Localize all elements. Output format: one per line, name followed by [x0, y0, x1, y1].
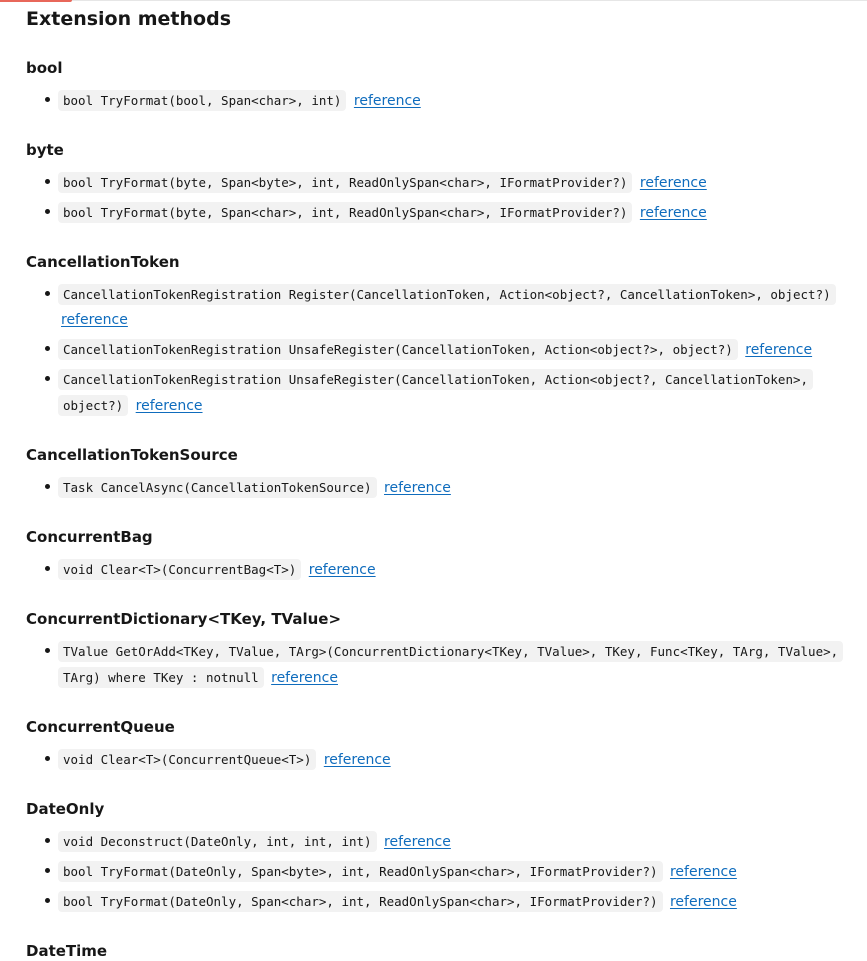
section-bool [26, 58, 856, 114]
method-list [26, 829, 856, 915]
main-content [26, 6, 856, 961]
section-title: ConcurrentBag [26, 528, 153, 546]
method-item [46, 170, 856, 196]
reference-link[interactable]: reference [61, 312, 128, 328]
section-title: DateOnly [26, 800, 105, 818]
section-cancellationtoken [26, 252, 856, 419]
section-title: CancellationTokenSource [26, 446, 238, 464]
section-title: DateTime [26, 942, 108, 960]
section-title: bool [26, 59, 63, 77]
method-list [26, 282, 856, 419]
method-list [26, 475, 856, 501]
reference-link[interactable]: reference [135, 398, 203, 414]
method-signature: CancellationTokenRegistration UnsafeRegister(CancellationToken, Action<object?, CancellationToken>, object?) [58, 369, 813, 416]
reference-link[interactable]: reference [669, 894, 737, 910]
method-item [46, 859, 856, 885]
reference-link[interactable]: reference [353, 93, 421, 109]
reference-link[interactable]: reference [639, 205, 707, 221]
section-title: CancellationToken [26, 253, 180, 271]
reference-link[interactable]: reference [308, 562, 376, 578]
top-divider [0, 0, 867, 1]
method-item [46, 200, 856, 226]
method-list [26, 639, 856, 691]
method-item [46, 639, 856, 691]
method-signature: bool TryFormat(bool, Span<char>, int) [58, 90, 346, 111]
method-item [46, 282, 856, 333]
method-list [26, 747, 856, 773]
method-item [46, 829, 856, 855]
method-list [26, 557, 856, 583]
method-item [46, 747, 856, 773]
section-cancellationtokensource [26, 445, 856, 501]
method-signature: bool TryFormat(byte, Span<byte>, int, ReadOnlySpan<char>, IFormatProvider?) [58, 172, 632, 193]
method-item [46, 475, 856, 501]
method-signature: bool TryFormat(DateOnly, Span<byte>, int, ReadOnlySpan<char>, IFormatProvider?) [58, 861, 663, 882]
method-list [26, 88, 856, 114]
section-byte [26, 140, 856, 226]
method-item [46, 557, 856, 583]
method-signature: void Clear<T>(ConcurrentBag<T>) [58, 559, 301, 580]
method-item [46, 337, 856, 363]
section-title: byte [26, 141, 64, 159]
reference-link[interactable]: reference [669, 864, 737, 880]
method-signature: bool TryFormat(byte, Span<char>, int, ReadOnlySpan<char>, IFormatProvider?) [58, 202, 632, 223]
method-item [46, 889, 856, 915]
page-heading: Extension methods [26, 8, 232, 30]
method-signature: CancellationTokenRegistration UnsafeRegister(CancellationToken, Action<object?>, object?) [58, 339, 738, 360]
section-title: ConcurrentQueue [26, 718, 175, 736]
section-concurrentbag [26, 527, 856, 583]
section-datetime [26, 941, 856, 961]
reference-link[interactable]: reference [384, 480, 451, 496]
method-signature: void Clear<T>(ConcurrentQueue<T>) [58, 749, 316, 770]
section-concurrentqueue [26, 717, 856, 773]
method-item [46, 88, 856, 114]
method-list [26, 170, 856, 226]
method-signature: TValue GetOrAdd<TKey, TValue, TArg>(ConcurrentDictionary<TKey, TValue>, TKey, Func<TKey, TArg, TValue>, TArg) where TKey : notnull [58, 641, 843, 688]
section-concurrentdictionary [26, 609, 856, 691]
reference-link[interactable]: reference [384, 834, 451, 850]
section-dateonly [26, 799, 856, 915]
section-title: ConcurrentDictionary<TKey, TValue> [26, 610, 342, 628]
method-signature: CancellationTokenRegistration Register(CancellationToken, Action<object?, CancellationToken>, object?) [58, 284, 836, 305]
method-signature: bool TryFormat(DateOnly, Span<char>, int, ReadOnlySpan<char>, IFormatProvider?) [58, 891, 663, 912]
method-item [46, 367, 856, 419]
method-signature: Task CancelAsync(CancellationTokenSource) [58, 477, 377, 498]
reference-link[interactable]: reference [271, 670, 338, 686]
method-signature: void Deconstruct(DateOnly, int, int, int) [58, 831, 377, 852]
reference-link[interactable]: reference [745, 342, 813, 358]
reference-link[interactable]: reference [639, 175, 707, 191]
reference-link[interactable]: reference [323, 752, 391, 768]
top-accent-bar [0, 0, 72, 2]
